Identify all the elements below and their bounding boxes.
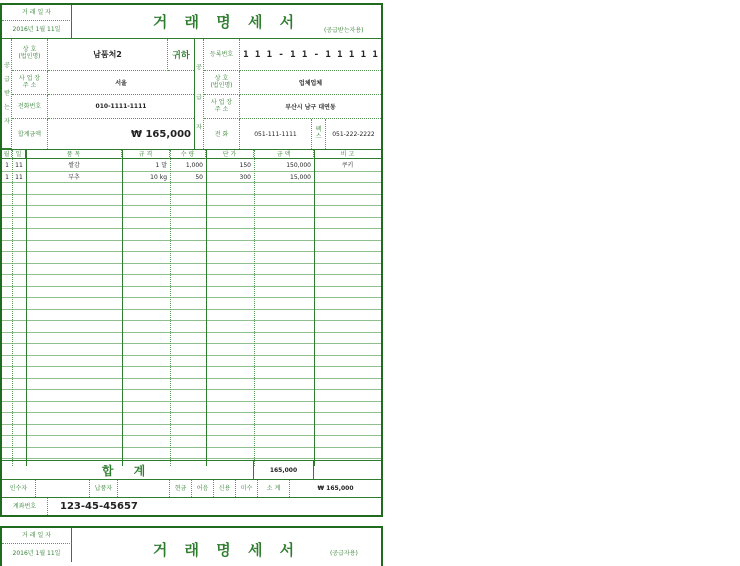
payment-row — [2, 480, 381, 498]
grid-line — [2, 286, 381, 287]
account-label: 계좌번호 — [2, 498, 48, 515]
table-header-row — [2, 150, 381, 159]
supplier-name-label: 상 호 (법인명) — [204, 71, 240, 95]
totals-row — [2, 460, 381, 480]
buyer-name: 남품처2 — [48, 39, 168, 71]
pay-cash: 현금 — [170, 480, 192, 497]
grid-line — [2, 205, 381, 206]
col-spec: 규 격 — [122, 150, 170, 159]
grid-line — [2, 309, 381, 310]
buyer-phone: 010-1111-1111 — [48, 95, 194, 119]
buyer-phone-label: 전화번호 — [12, 95, 48, 119]
supplier-tel: 051-111-1111 — [240, 119, 312, 149]
col-amount: 금 액 — [254, 150, 314, 159]
grid-line — [2, 424, 381, 425]
buyer-col-5: 자 — [4, 117, 10, 125]
col-item: 품 목 — [26, 150, 122, 159]
totals-label: 합 계 — [2, 461, 254, 480]
receiver-label: 인수자 — [2, 480, 36, 497]
total-amount-label: 합계금액 — [12, 119, 48, 149]
grid-line — [2, 412, 381, 413]
pay-bill: 어음 — [192, 480, 214, 497]
document-subtitle: (공급받는자용) — [324, 27, 364, 34]
col-qty: 수 량 — [170, 150, 206, 159]
supplier-fax: 051-222-2222 — [332, 130, 375, 138]
grid-line — [2, 240, 381, 241]
items-table — [2, 150, 381, 466]
receiver-sign[interactable] — [36, 480, 90, 497]
copy-document-title: 거 래 명 세 서 — [152, 540, 301, 559]
pay-credit: 신용 — [214, 480, 236, 497]
supplier-name: 업체업체 — [240, 71, 381, 95]
buyer-col-3: 받 — [4, 89, 10, 97]
grid-line — [2, 435, 381, 436]
grid-line — [2, 274, 381, 275]
deliverer-sign[interactable] — [118, 480, 170, 497]
grid-line — [2, 343, 381, 344]
copy-date-value: 2016년 1월 11일 — [2, 544, 72, 562]
buyer-col-4: 는 — [4, 103, 10, 111]
copy-document-subtitle: (공급자용) — [330, 550, 358, 557]
document-title: 거 래 명 세 서 — [72, 5, 381, 39]
supplier-fax-label: 팩 스 — [312, 119, 326, 149]
total-amount: ₩ 165,000 — [130, 128, 191, 140]
grid-line — [2, 332, 381, 333]
buyer-col — [2, 39, 12, 149]
grid-line — [2, 297, 381, 298]
grid-line — [2, 251, 381, 252]
grid-line — [2, 366, 381, 367]
buyer-address: 서울 — [48, 71, 194, 95]
regno-digits: 1 1 1 - 1 1 - 1 1 1 1 1 — [240, 39, 381, 71]
supplier-address-label: 사 업 장 주 소 — [204, 95, 240, 119]
table-row: 1 11 부추 10 kg 50 300 15,000 — [5, 174, 311, 181]
supplier-col-2: 급 — [196, 93, 202, 101]
buyer-col-2: 급 — [4, 75, 10, 83]
table-row: 1 11 쌀감 1 말 1,000 150 150,000 쿠키 — [5, 162, 354, 169]
supplier-col-1: 공 — [196, 63, 202, 71]
grid-line — [2, 320, 381, 321]
subtotal-label: 소 계 — [258, 480, 290, 497]
buyer-name-label: 상 호 (법인명) — [12, 39, 48, 71]
honorific: 귀하 — [168, 39, 194, 71]
supplier-address: 부산시 남구 대연동 — [240, 95, 381, 119]
col-price: 단 가 — [206, 150, 254, 159]
totals-amount: 165,000 — [254, 461, 314, 480]
supplier-col — [194, 39, 204, 149]
grid-line — [2, 458, 381, 459]
date-value: 2016년 1월 11일 — [2, 21, 72, 39]
grid-line — [2, 378, 381, 379]
grid-line — [2, 228, 381, 229]
deliverer-label: 납품자 — [90, 480, 118, 497]
copy-date-label: 거 래 일 자 — [2, 528, 72, 544]
grid-line — [2, 389, 381, 390]
grid-line — [2, 401, 381, 402]
supplier-col-3: 자 — [196, 123, 202, 131]
grid-line — [2, 194, 381, 195]
buyer-col-1: 공 — [4, 61, 10, 69]
supplier-tel-label: 전 화 — [204, 119, 240, 149]
regno-label: 등록번호 — [204, 39, 240, 71]
account-row — [2, 498, 381, 515]
account-value: 123-45-45657 — [60, 501, 138, 512]
date-label: 거 래 일 자 — [2, 5, 72, 21]
buyer-address-label: 사 업 장 주 소 — [12, 71, 48, 95]
grid-line — [2, 263, 381, 264]
invoice-sheet — [0, 3, 383, 517]
grid-line — [2, 355, 381, 356]
grid-line — [2, 447, 381, 448]
col-note: 비 고 — [340, 151, 355, 158]
col-month: 월 — [2, 150, 12, 159]
invoice-sheet-copy — [0, 526, 383, 566]
col-day: 일 — [12, 150, 26, 159]
grid-line — [2, 217, 381, 218]
pay-unpaid: 미수 — [236, 480, 258, 497]
subtotal-value: ₩ 165,000 — [317, 485, 354, 492]
